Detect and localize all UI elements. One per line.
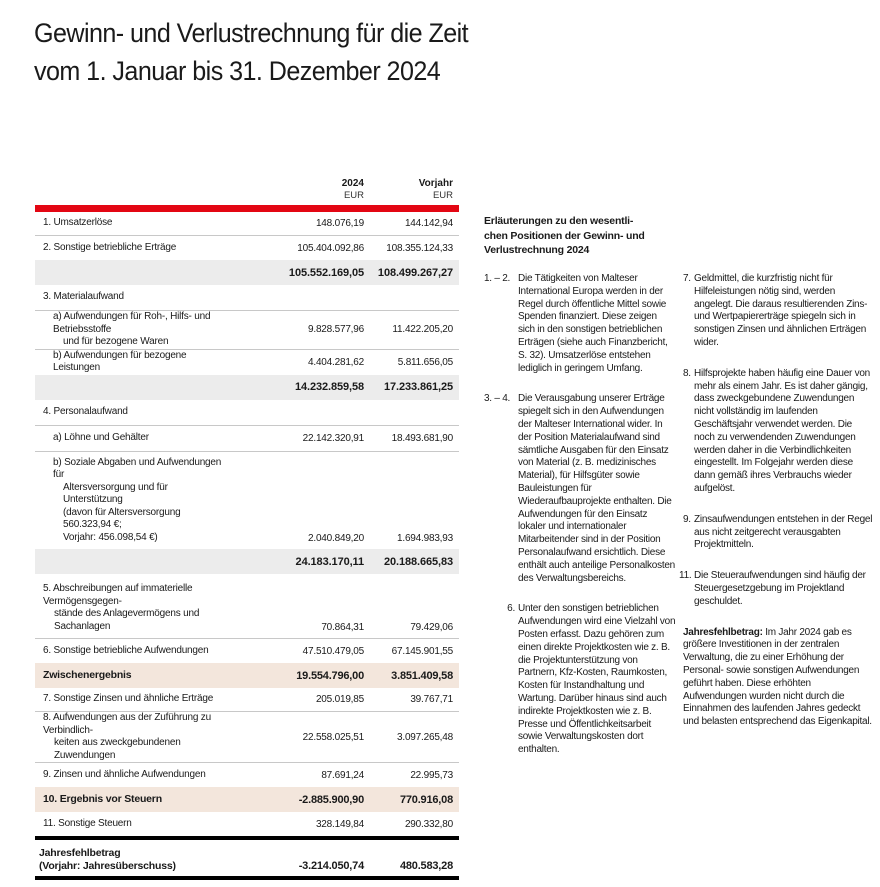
table-row-personalaufwand: 4. Personalaufwand [35,400,459,426]
table-row-subtotal-revenue: 105.552.169,05 108.499.267,27 [35,260,459,285]
table-header [35,176,459,204]
table-row-soziale-abgaben: b) Soziale Abgaben und Aufwendungen für Altersversorgung und für Unterstützung (davon für Altersversorgung 560.323,94 €; Vorjahr: 456.098,54 €) 2.040.849,20 1.694.983,93 [53,456,453,544]
header-accent-bar [35,205,459,212]
explanations-column-1 [484,273,676,770]
table-row-ergebnis-vor-steuern: 10. Ergebnis vor Steuern -2.885.900,90 770.916,08 [35,787,459,812]
income-statement-table [35,176,459,880]
table-row-bezogene-leistungen: b) Aufwendungen für bezogene Leistungen 4.404.281,62 5.811.656,05 [53,349,453,373]
column-header-prior-year: Vorjahr EUR [418,178,453,201]
note-8: 8. Hilfsprojekte haben häufig eine Dauer von mehr als einem Jahr. Es ist daher gängig, dass zweckgebundene Zuwendungen nicht vollständig im laufenden Geschäftsjahr verwendet werden. Die noch zu verwendenden Zuwendungen werden daher in die Verbindlichkeiten eingestellt. Im Folgejahr werden diese dann gemäß ihres Verbrauchs wieder aufgelöst. [683,367,870,494]
table-row-zwischenergebnis: Zwischenergebnis 19.554.796,00 3.851.409,58 [35,663,459,688]
note-11: 11. Die Steueraufwendungen sind häufig der Steuergesetzgebung im Projektland geschuldet. [679,570,866,607]
note-6: 6. Unter den sonstigen betrieblichen Aufwendungen wird eine Vielzahl von Posten erfasst. Dazu gehören zum einen direkte Projektkosten wie z. B. die Projektunterstützung von Partnern, Kfz-Kosten, Raumkosten, Kosten für Instandhaltung und Wartung. Darüber hinaus sind auch indirekte Projektkosten wie z. B. Presse und Öffentlichkeitsarbeit sowie Verwaltungskosten dort enthalten. [507,603,676,756]
explanations-column-2 [679,273,873,729]
note-7: 7. Geldmittel, die kurzfristig nicht für Hilfeleistungen nötig sind, werden angelegt. Die daraus resultierenden Zins- und Wertpapiererträge spiegeln sich in sonstigen Zinsen und ähnlichen Erträgen wider. [683,273,868,348]
page-title [34,14,468,90]
note-9: 9. Zinsaufwendungen entstehen in der Regel aus nicht zeitgerecht verausgabten Projektmitteln. [683,513,873,551]
table-row-materialaufwand: 3. Materialaufwand [35,285,459,311]
table-row-zinsaufwendungen: 9. Zinsen und ähnliche Aufwendungen 87.691,24 22.995,73 [43,768,453,781]
page-title-line-1: Gewinn- und Verlustrechnung für die Zeit [34,18,469,48]
table-row-zufuehrung-verbindlichkeiten: 8. Aufwendungen aus der Zuführung zu Verbindlich- keiten aus zweckgebundenen Zuwendungen 22.558.025,51 3.097.265,48 [35,712,459,763]
table-row-subtotal-personal: 24.183.170,11 20.188.665,83 [35,549,459,574]
table-row-sonstige-aufwendungen: 6. Sonstige betriebliche Aufwendungen 47.510.479,05 67.145.901,55 [43,644,453,657]
note-1-2: 1. – 2. Die Tätigkeiten von Malteser International Europa werden in der Regel durch öffentliche Mittel sowie Spenden finanziert. Diese zeigen sich in den sonstigen betrieblichen Erträgen (siehe auch Finanzbericht, S. 32). Umsatzerlöse entstehen lediglich in geringem Umfang. [484,273,668,374]
summary-jahresfehlbetrag: Jahresfehlbetrag: Im Jahr 2024 gab es größere Investitionen in der zentralen Verwaltung, die zu einer Erhöhung der Personal- sowie sonstigen Aufwendungen geführt haben. Diese erhöhten Aufwendungen wurden nicht durch die Einnahmen des laufenden Jahres gedeckt und belasten entsprechend das Eigenkapital. [683,626,872,728]
note-3-4: 3. – 4. Die Verausgabung unserer Erträge spiegelt sich in den Aufwendungen der Malteser International wider. In der Position Materialaufwand sind sämtliche Ausgaben für den Einsatz von Material (z. B. medizinisches Material), für Hilfsgüter sowie Bauleistungen für Wiederaufbauprojekte enthalten. Die Aufwendungen für den Einsatz lokaler und internationaler Mitarbeitender sind in der Position Personalaufwand ersichtlich. Diese enthält auch anteilige Personalkosten des Verwaltungsbereichs. [484,393,675,584]
table-row-subtotal-material: 14.232.859,58 17.233.861,25 [35,375,459,400]
explanations-heading: Erläuterungen zu den wesentli- chen Positionen der Gewinn- und Verlustrechnung 2024 [484,215,645,256]
total-rule-bottom [35,876,459,880]
table-row-sonstige-steuern: 11. Sonstige Steuern 328.149,84 290.332,80 [43,817,453,830]
table-row-umsatzerloese: 1. Umsatzerlöse 148.076,19 144.142,94 [35,212,459,236]
table-row-jahresfehlbetrag: Jahresfehlbetrag (Vorjahr: Jahresüberschuss) -3.214.050,74 480.583,28 [39,847,453,872]
page-title-line-2: vom 1. Januar bis 31. Dezember 2024 [34,56,441,86]
table-row-loehne-gehaelter: a) Löhne und Gehälter 22.142.320,91 18.493.681,90 [35,426,459,452]
table-row-roh-hilfs-betriebsstoffe: a) Aufwendungen für Roh-, Hilfs- und Betriebsstoffe und für bezogene Waren 9.828.577,96 11.422.205,20 [35,311,459,350]
table-row-abschreibungen: 5. Abschreibungen auf immaterielle Vermögensgegen- stände des Anlagevermögens und Sachanlagen 70.864,31 79.429,06 [35,574,459,639]
table-row-sonstige-ertraege: 2. Sonstige betriebliche Erträge 105.404.092,86 108.355.124,33 [43,241,453,254]
column-header-2024: 2024 EUR [341,178,364,201]
table-row-sonstige-zinsen: 7. Sonstige Zinsen und ähnliche Erträge 205.019,85 39.767,71 [35,688,459,712]
